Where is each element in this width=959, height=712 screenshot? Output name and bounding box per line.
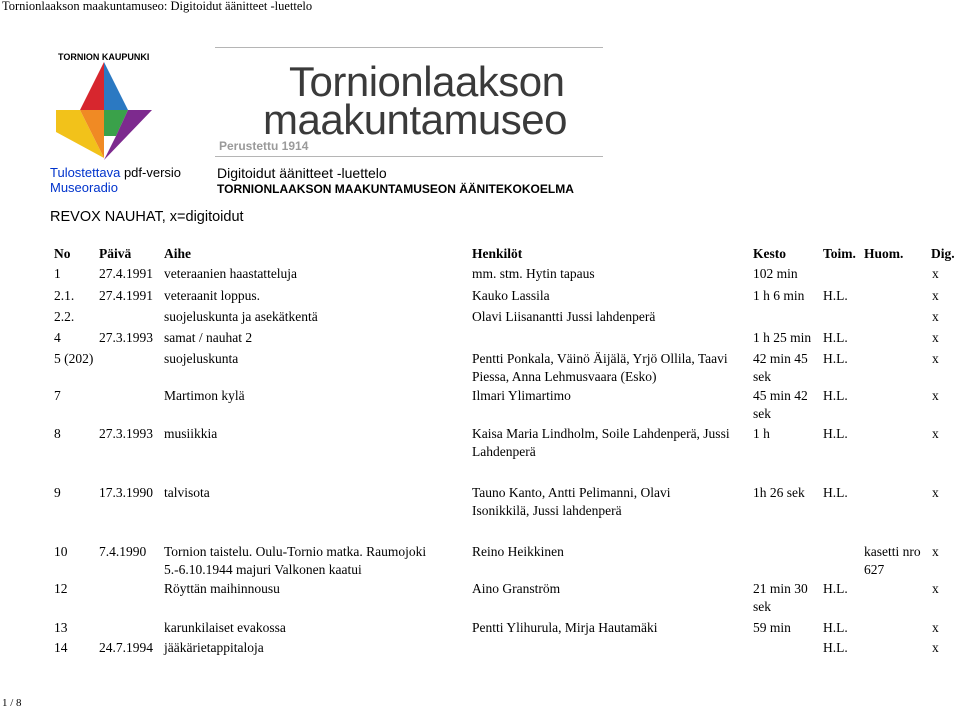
banner-founded: Perustettu 1914 — [219, 139, 309, 153]
cell-no: 12 — [54, 581, 68, 596]
page-subtitle: Digitoidut äänitteet -luettelo — [217, 165, 387, 181]
cell-digitized: x — [932, 388, 939, 403]
cell-editor: H.L. — [823, 426, 848, 441]
cell-topic: suojeluskunta ja asekätkentä — [164, 309, 318, 324]
cell-no: 10 — [54, 544, 68, 559]
cell-no: 13 — [54, 620, 68, 635]
cell-digitized: x — [932, 309, 939, 324]
cell-duration: sek — [753, 406, 771, 421]
cell-digitized: x — [932, 485, 939, 500]
cell-duration: 1 h 25 min — [753, 330, 812, 345]
banner-title-line1: Tornionlaakson — [289, 58, 565, 105]
cell-notes: 627 — [864, 562, 885, 577]
collection-title: TORNIONLAAKSON MAAKUNTAMUSEON ÄÄNITEKOKOELMA — [217, 182, 574, 196]
page-number: 1 / 8 — [2, 697, 22, 709]
cell-editor: H.L. — [823, 330, 848, 345]
cell-digitized: x — [932, 544, 939, 559]
column-header-digitized: Dig. — [931, 246, 955, 261]
cell-persons: Isonikkilä, Jussi lahdenperä — [472, 503, 622, 518]
printable-link[interactable]: Tulostettava — [50, 165, 121, 180]
cell-persons: Kauko Lassila — [472, 288, 550, 303]
printable-suffix: pdf-versio — [120, 165, 182, 180]
cell-persons: Kaisa Maria Lindholm, Soile Lahdenperä, Jussi — [472, 426, 730, 441]
cell-date: 27.4.1991 — [99, 266, 153, 281]
cell-editor: H.L. — [823, 351, 848, 366]
cell-topic: Röyttän maihinnousu — [164, 581, 280, 596]
column-header-no: No — [54, 246, 71, 261]
cell-topic: veteraanien haastatteluja — [164, 266, 298, 281]
cell-digitized: x — [932, 330, 939, 345]
cell-duration: 1h 26 sek — [753, 485, 805, 500]
museoradio-link[interactable]: Museoradio — [50, 180, 118, 195]
cell-topic: talvisota — [164, 485, 210, 500]
cell-digitized: x — [932, 351, 939, 366]
cell-persons: Olavi Liisanantti Jussi lahdenperä — [472, 309, 656, 324]
cell-duration: 1 h — [753, 426, 770, 441]
cell-duration: 21 min 30 — [753, 581, 808, 596]
cell-no: 14 — [54, 640, 68, 655]
cell-no: 1 — [54, 266, 61, 281]
cell-topic: veteraanit loppus. — [164, 288, 260, 303]
cell-persons: Lahdenperä — [472, 444, 536, 459]
cell-date: 7.4.1990 — [99, 544, 147, 559]
cell-notes: kasetti nro — [864, 544, 921, 559]
cell-date: 27.3.1993 — [99, 426, 153, 441]
cell-no: 2.2. — [54, 309, 75, 324]
cell-topic: samat / nauhat 2 — [164, 330, 253, 345]
cell-persons: mm. stm. Hytin tapaus — [472, 266, 595, 281]
section-title: REVOX NAUHAT, x=digitoidut — [50, 209, 244, 225]
cell-no: 9 — [54, 485, 61, 500]
cell-digitized: x — [932, 426, 939, 441]
cell-duration: 42 min 45 — [753, 351, 808, 366]
cell-topic: 5.-6.10.1944 majuri Valkonen kaatui — [164, 562, 362, 577]
cell-persons: Aino Granström — [472, 581, 561, 596]
cell-editor: H.L. — [823, 620, 848, 635]
cell-editor: H.L. — [823, 485, 848, 500]
cell-editor: H.L. — [823, 288, 848, 303]
column-header-notes: Huom. — [864, 246, 904, 261]
banner-title-line2: maakuntamuseo — [263, 96, 568, 143]
column-header-persons: Henkilöt — [472, 246, 523, 261]
cell-digitized: x — [932, 288, 939, 303]
cell-persons: Reino Heikkinen — [472, 544, 564, 559]
cell-digitized: x — [932, 266, 939, 281]
cell-duration: sek — [753, 369, 771, 384]
cell-no: 7 — [54, 388, 61, 403]
cell-persons: Ilmari Ylimartimo — [472, 388, 571, 403]
cell-persons: Tauno Kanto, Antti Pelimanni, Olavi — [472, 485, 671, 500]
cell-no: 8 — [54, 426, 61, 441]
cell-persons: Pentti Ponkala, Väinö Äijälä, Yrjö Ollila, Taavi — [472, 351, 728, 366]
cell-topic: Martimon kylä — [164, 388, 245, 403]
cell-topic: Tornion taistelu. Oulu-Tornio matka. Raumojoki — [164, 544, 427, 559]
column-header-editor: Toim. — [823, 246, 856, 261]
cell-date: 17.3.1990 — [99, 485, 153, 500]
cell-digitized: x — [932, 581, 939, 596]
cell-duration: 59 min — [753, 620, 791, 635]
cell-persons: Piessa, Anna Lehmusvaara (Esko) — [472, 369, 657, 384]
column-header-duration: Kesto — [753, 246, 786, 261]
cell-no: 4 — [54, 330, 61, 345]
cell-duration: 102 min — [753, 266, 798, 281]
cell-date: 27.3.1993 — [99, 330, 153, 345]
cell-editor: H.L. — [823, 581, 848, 596]
cell-topic: jääkärietappitaloja — [164, 640, 264, 655]
cell-topic: musiikkia — [164, 426, 218, 441]
cell-digitized: x — [932, 620, 939, 635]
cell-editor: H.L. — [823, 388, 848, 403]
cell-topic: suojeluskunta — [164, 351, 239, 366]
column-header-topic: Aihe — [164, 246, 191, 261]
cell-digitized: x — [932, 640, 939, 655]
cell-duration: 45 min 42 — [753, 388, 808, 403]
cell-duration: sek — [753, 599, 771, 614]
cell-date: 24.7.1994 — [99, 640, 153, 655]
cell-topic: karunkilaiset evakossa — [164, 620, 286, 635]
cell-editor: H.L. — [823, 640, 848, 655]
cell-persons: Pentti Ylihurula, Mirja Hautamäki — [472, 620, 658, 635]
cell-duration: 1 h 6 min — [753, 288, 805, 303]
logo-city-label: TORNION KAUPUNKI — [58, 52, 150, 62]
column-header-date: Päivä — [99, 246, 132, 261]
cell-no: 5 (202) — [54, 351, 94, 366]
document-title: Tornionlaakson maakuntamuseo: Digitoidut äänitteet -luettelo — [2, 0, 313, 13]
cell-date: 27.4.1991 — [99, 288, 153, 303]
cell-no: 2.1. — [54, 288, 75, 303]
